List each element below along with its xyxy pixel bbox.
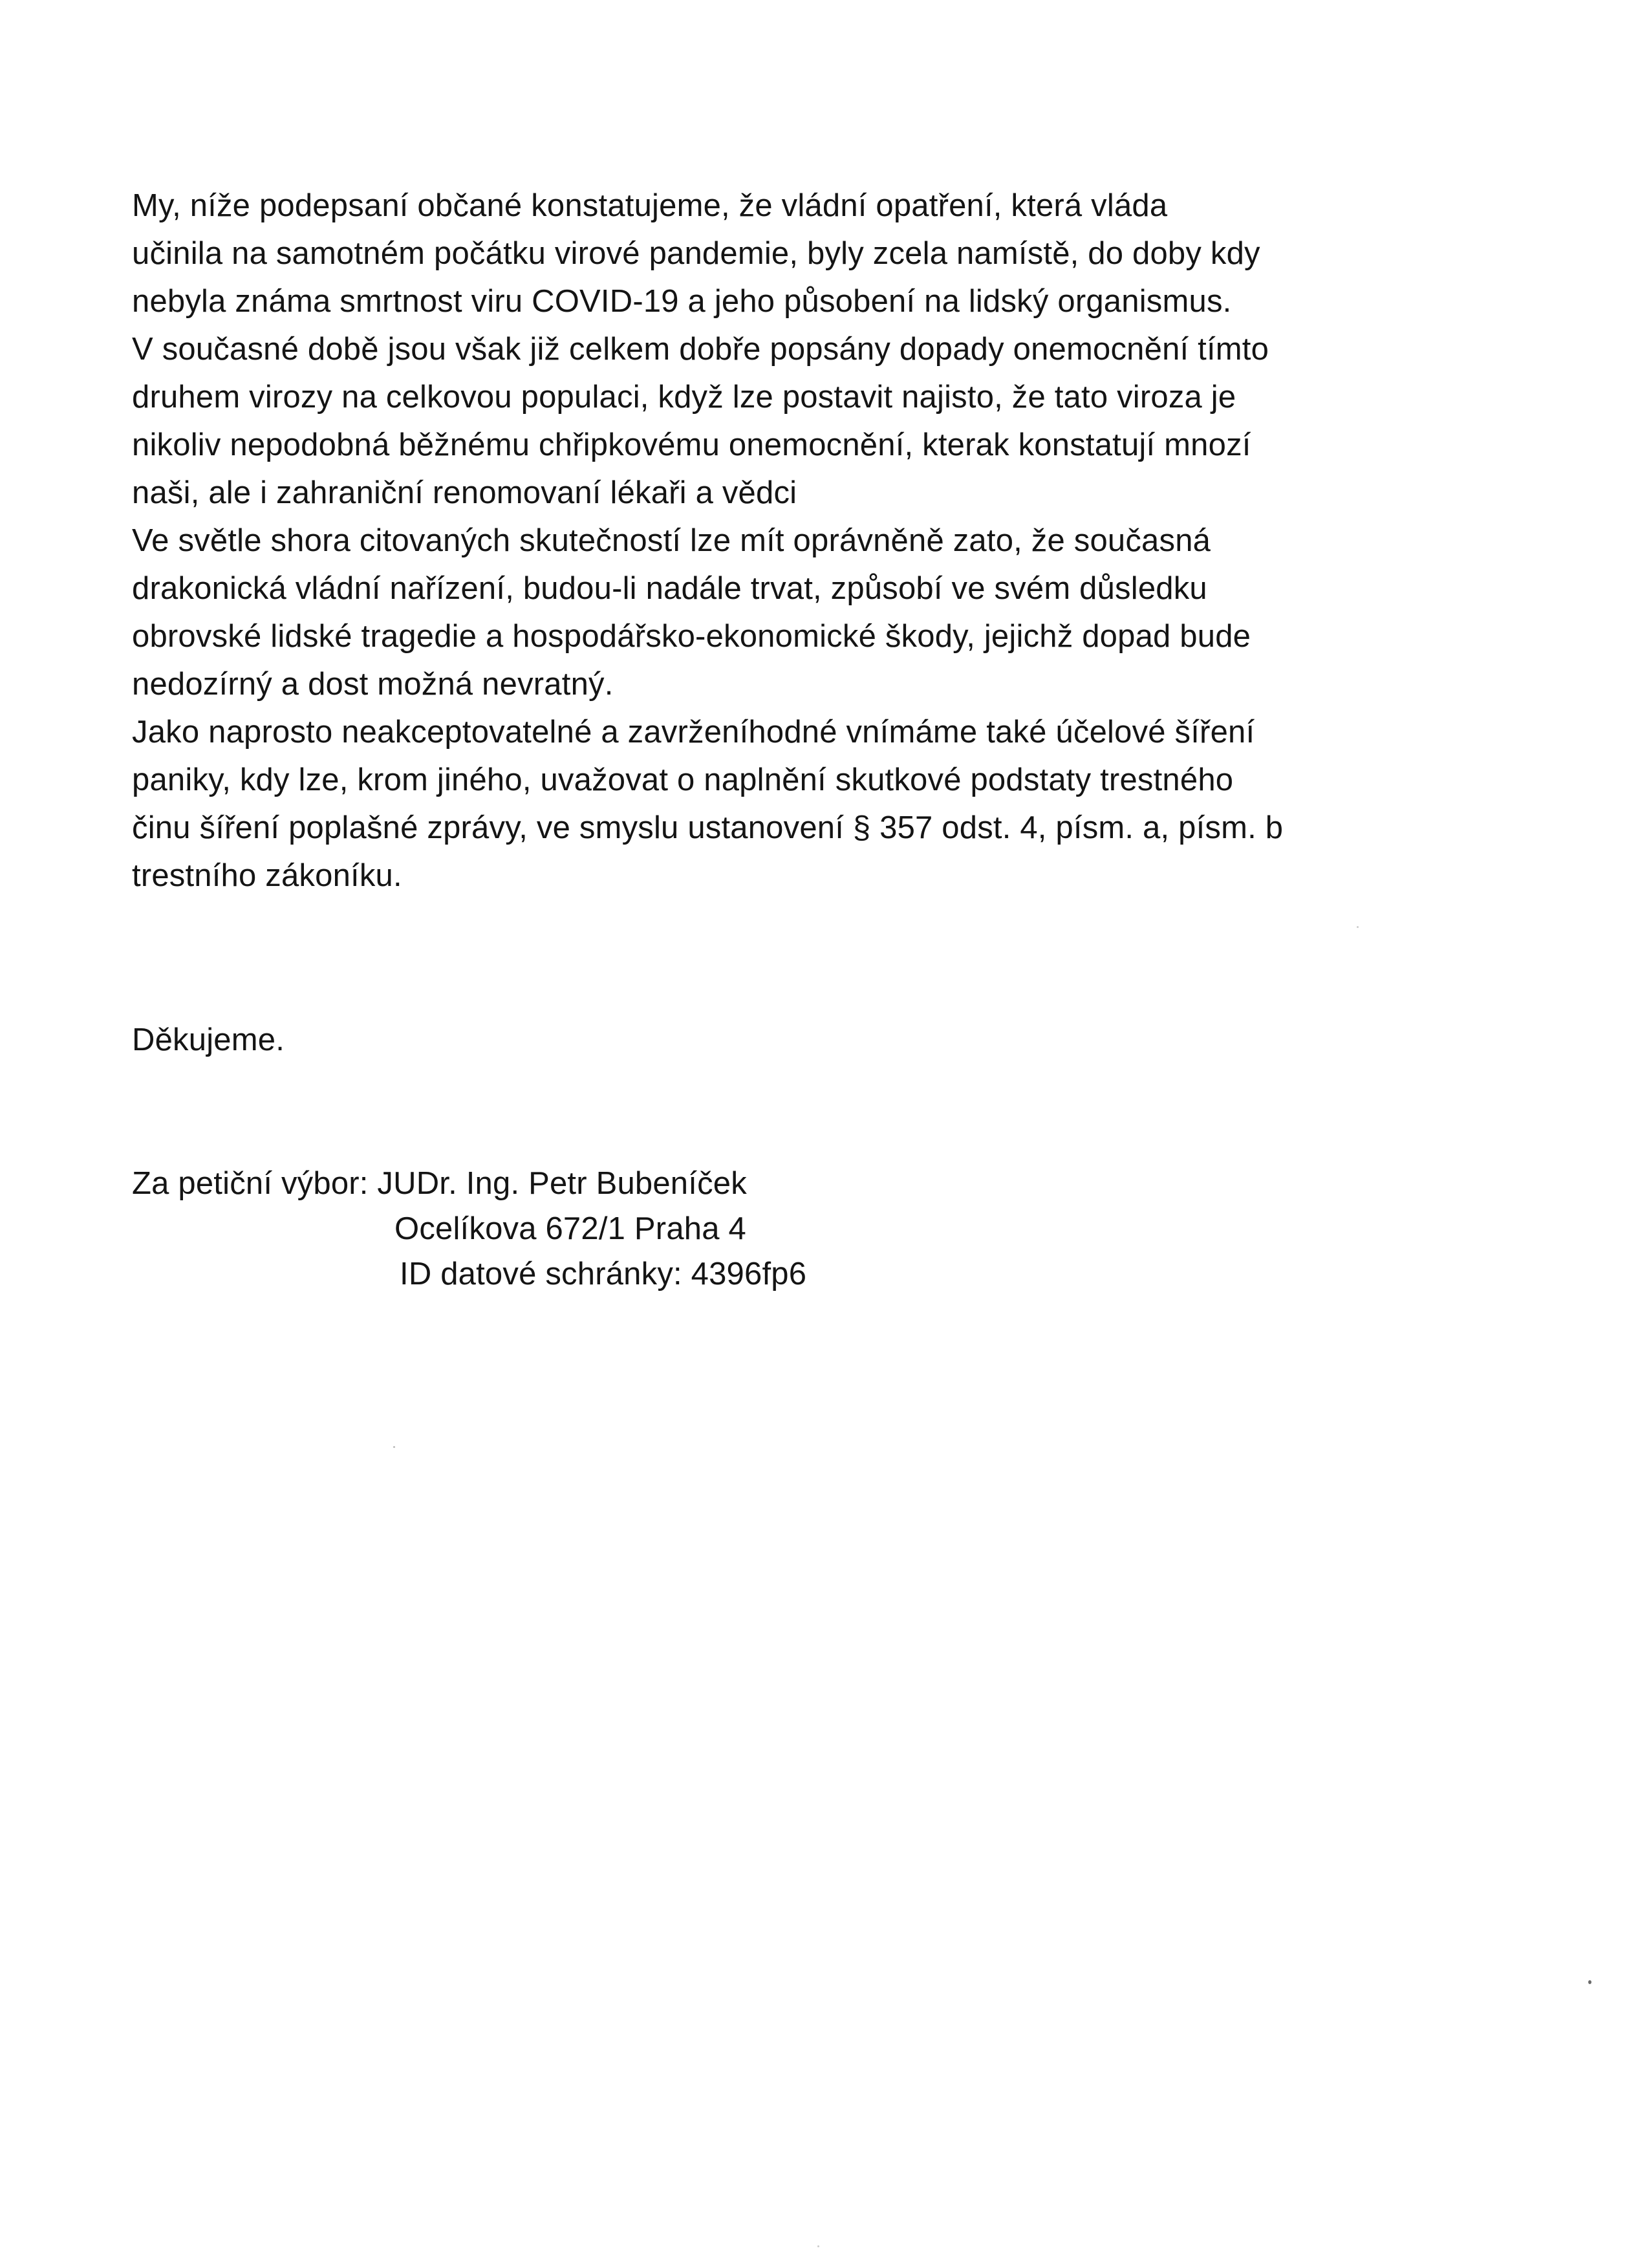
scan-speck xyxy=(1588,1980,1591,1984)
body-text-line: Ve světle shora citovaných skutečností lze mít oprávněně zato, že současná xyxy=(132,523,1211,558)
scan-speck xyxy=(817,2245,819,2247)
body-text-line: drakonická vládní nařízení, budou-li nadále trvat, způsobí ve svém důsledku xyxy=(132,571,1207,606)
signature-address-line: Ocelíkova 672/1 Praha 4 xyxy=(394,1211,746,1246)
body-text-line: V současné době jsou však již celkem dobře popsány dopady onemocnění tímto xyxy=(132,332,1269,367)
body-text-line: trestního zákoníku. xyxy=(132,858,402,893)
body-text-line: paniky, kdy lze, krom jiného, uvažovat o naplnění skutkové podstaty trestného xyxy=(132,762,1234,797)
body-text-line: nikoliv nepodobná běžnému chřipkovému onemocnění, kterak konstatují mnozí xyxy=(132,427,1251,462)
closing-text: Děkujeme. xyxy=(132,1022,285,1057)
body-text-line: Jako naprosto neakceptovatelné a zavrženíhodné vnímáme také účelové šíření xyxy=(132,715,1255,750)
signature-databox-line: ID datové schránky: 4396fp6 xyxy=(400,1257,807,1291)
body-text-line: nedozírný a dost možná nevratný. xyxy=(132,667,614,702)
body-text-line: činu šíření poplašné zprávy, ve smyslu ustanovení § 357 odst. 4, písm. a, písm. b xyxy=(132,810,1284,845)
scan-speck xyxy=(1357,926,1359,928)
body-text-line: My, níže podepsaní občané konstatujeme, že vládní opatření, která vláda xyxy=(132,188,1168,223)
body-text-line: naši, ale i zahraniční renomovaní lékaři a vědci xyxy=(132,475,797,510)
body-text-line: nebyla známa smrtnost viru COVID-19 a jeho působení na lidský organismus. xyxy=(132,284,1232,319)
body-text-line: obrovské lidské tragedie a hospodářsko-ekonomické škody, jejichž dopad bude xyxy=(132,619,1251,654)
signature-committee-line: Za petiční výbor: JUDr. Ing. Petr Bubeníček xyxy=(132,1166,747,1201)
scan-speck xyxy=(393,1446,395,1448)
body-text-line: učinila na samotném počátku virové pandemie, byly zcela namístě, do doby kdy xyxy=(132,236,1260,271)
body-text-line: druhem virozy na celkovou populaci, když lze postavit najisto, že tato viroza je xyxy=(132,380,1236,415)
